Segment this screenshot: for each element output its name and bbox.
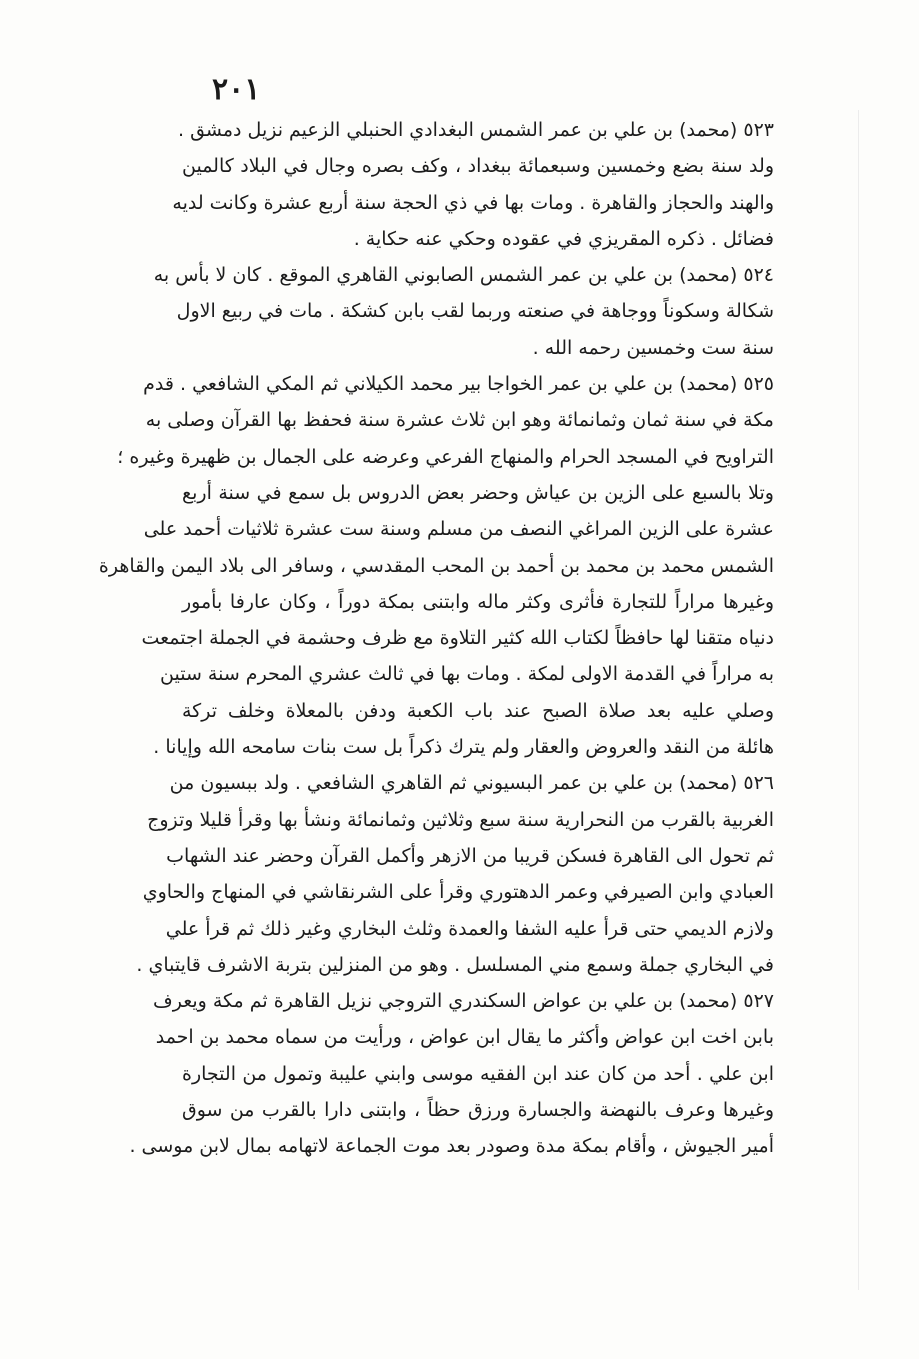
entry-527-line-4: وغيرها وعرف بالنهضة والجسارة ورزق حظاً ، وابتنى دارا بالقرب من سوق [182, 1099, 774, 1122]
entry-525-line-5: عشرة على الزين المراغي النصف من مسلم وسنة ست عشرة ثلاثيات أحمد على [143, 518, 774, 541]
entry-527-line-5: أمير الجيوش ، وأقام بمكة مدة وصودر بعد موت الجماعة لاتهامه بمال لابن موسى . [129, 1135, 774, 1158]
page-number: ٢٠١ [212, 72, 261, 107]
entry-527-line-2: بابن اخت ابن عواض وأكثر ما يقال ابن عواض ، ورأيت من سماه محمد بن احمد [155, 1026, 774, 1049]
entry-527-line-3: ابن علي . أحد من كان عند ابن الفقيه موسى وابني عليبة وتمول من التجارة [182, 1062, 774, 1085]
entry-523-line-3: والهند والحجاز والقاهرة . ومات بها في ذي الحجة سنة أربع عشرة وكانت لديه [172, 191, 774, 214]
entry-525-line-1: ٥٢٥ (محمد) بن علي بن عمر الخواجا بير محمد الكيلاني ثم المكي الشافعي . قدم [143, 373, 774, 396]
entry-526-line-1: ٥٢٦ (محمد) بن علي بن عمر البسيوني ثم القاهري الشافعي . ولد ببسيون من [169, 772, 774, 795]
entry-526-line-2: الغربية بالقرب من النحرارية سنة سبع وثلاثين وثمانمائة ونشأ بها وقرأ قليلا وتزوج [147, 808, 774, 831]
scan-edge-line [858, 110, 859, 1290]
entry-523-line-1: ٥٢٣ (محمد) بن علي بن عمر الشمس البغدادي الحنبلي الزعيم نزيل دمشق . [178, 119, 774, 141]
entry-525-line-7: وغيرها مراراً للتجارة فأثرى وكثر ماله وابتنى بمكة دوراً ، وكان عارفا بأمور [182, 590, 774, 613]
page-body [98, 112, 774, 1165]
entry-525-line-3: التراويح في المسجد الحرام والمنهاج الفرعي وعرضه على الجمال بن ظهيرة وغيره ؛ [117, 445, 774, 468]
entry-526-line-3: ثم تحول الى القاهرة فسكن قريبا من الازهر وأكمل القرآن وحضر عند الشهاب [166, 844, 774, 867]
entry-525-line-11: هائلة من النقد والعروض والعقار ولم يترك ذكراً بل ست بنات سامحه الله وإيانا . [153, 736, 774, 759]
entry-524-line-1: ٥٢٤ (محمد) بن علي بن عمر الشمس الصابوني القاهري الموقع . كان لا بأس به [153, 264, 774, 287]
entry-526-line-5: ولازم الديمي حتى قرأ عليه الشفا والعمدة وثلث البخاري وغير ذلك ثم قرأ علي [165, 917, 774, 940]
entry-525-line-4: وتلا بالسبع على الزين بن عياش وحضر بعض الدروس بل سمع في سنة أربع [182, 481, 774, 504]
entry-525-line-2: مكة في سنة ثمان وثمانمائة وهو ابن ثلاث عشرة سنة فحفظ بها القرآن وصلى به [145, 409, 774, 432]
entry-524-line-3: سنة ست وخمسين رحمه الله . [532, 336, 774, 359]
entry-523-line-2: ولد سنة بضع وخمسين وسبعمائة ببغداد ، وكف بصره وجال في البلاد كالمين [182, 155, 774, 178]
entry-525-line-10: وصلي عليه بعد صلاة الصبح عند باب الكعبة ودفن بالمعلاة وخلف تركة [182, 699, 774, 722]
entry-523-line-4: فضائل . ذكره المقريزي في عقوده وحكي عنه حكاية . [353, 227, 774, 250]
entry-525-line-9: به مراراً في القدمة الاولى لمكة . ومات بها في ثالث عشري المحرم سنة ستين [160, 663, 774, 686]
entry-525-line-6: الشمس محمد بن محمد بن أحمد بن المحب المقدسي ، وسافر الى بلاد اليمن والقاهرة [98, 554, 774, 577]
entry-527-line-1: ٥٢٧ (محمد) بن علي بن عواض السكندري التروجي نزيل القاهرة ثم مكة ويعرف [153, 990, 774, 1013]
entry-525-line-8: دنياه متقنا لها حافظاً لكتاب الله كثير التلاوة مع ظرف وحشمة في الجملة اجتمعت [141, 627, 774, 650]
entry-526-line-6: في البخاري جملة وسمع مني المسلسل . وهو من المنزلين بتربة الاشرف قايتباي . [136, 953, 774, 976]
entry-526-line-4: العبادي وابن الصيرفي وعمر الدهتوري وقرأ على الشرنقاشي في المنهاج والحاوي [142, 881, 774, 904]
entry-524-line-2: شكالة وسكوناً ووجاهة في صنعته وربما لقب بابن كشكة . مات في ربيع الاول [176, 300, 774, 323]
